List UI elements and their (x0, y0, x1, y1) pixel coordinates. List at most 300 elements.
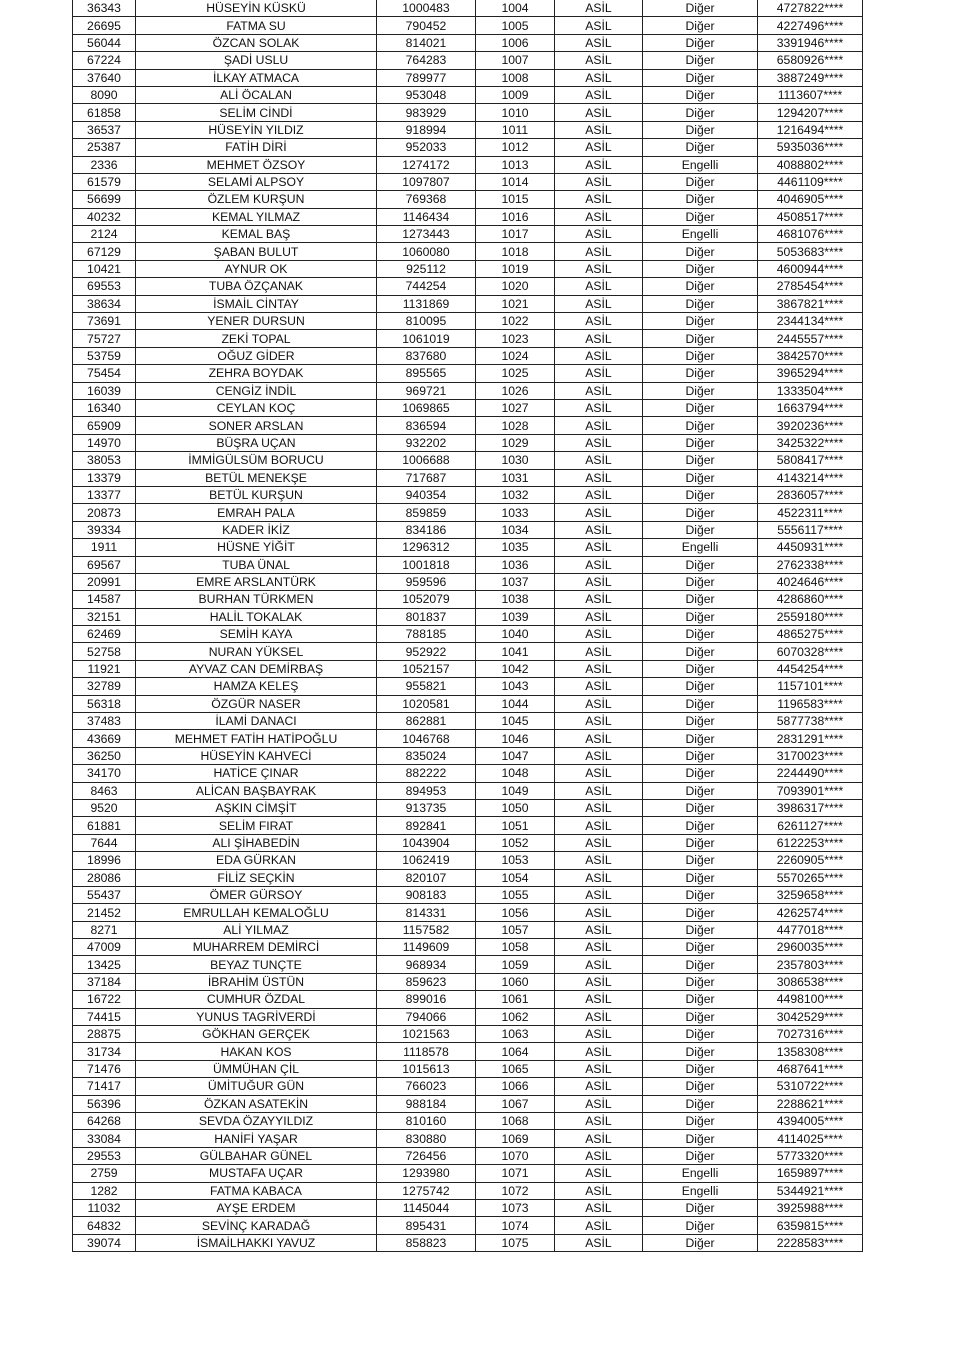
masked-id-cell: 5935036**** (758, 139, 863, 156)
quota-type-cell: Diğer (643, 921, 758, 938)
application-no-cell: 38053 (73, 452, 136, 469)
rank-cell: 1046 (476, 730, 555, 747)
rank-cell: 1004 (476, 0, 555, 17)
score-cell: 834186 (377, 521, 476, 538)
status-cell: ASİL (555, 1182, 643, 1199)
application-no-cell: 2336 (73, 156, 136, 173)
score-cell: 1015613 (377, 1060, 476, 1077)
rank-cell: 1033 (476, 504, 555, 521)
results-table (72, 0, 863, 1252)
quota-type-cell: Diğer (643, 1147, 758, 1164)
masked-id-cell: 3391946**** (758, 34, 863, 51)
status-cell: ASİL (555, 1130, 643, 1147)
quota-type-cell: Diğer (643, 295, 758, 312)
status-cell: ASİL (555, 52, 643, 69)
score-cell: 766023 (377, 1078, 476, 1095)
table-row (73, 156, 863, 173)
masked-id-cell: 1196583**** (758, 695, 863, 712)
masked-id-cell: 3425322**** (758, 434, 863, 451)
table-row (73, 939, 863, 956)
masked-id-cell: 4088802**** (758, 156, 863, 173)
rank-cell: 1071 (476, 1165, 555, 1182)
quota-type-cell: Diğer (643, 313, 758, 330)
status-cell: ASİL (555, 643, 643, 660)
quota-type-cell: Diğer (643, 1217, 758, 1234)
rank-cell: 1008 (476, 69, 555, 86)
status-cell: ASİL (555, 139, 643, 156)
quota-type-cell: Diğer (643, 69, 758, 86)
rank-cell: 1032 (476, 486, 555, 503)
status-cell: ASİL (555, 1078, 643, 1095)
score-cell: 837680 (377, 347, 476, 364)
full-name-cell: HALİL TOKALAK (136, 608, 377, 625)
rank-cell: 1048 (476, 765, 555, 782)
table-row (73, 0, 863, 17)
status-cell: ASİL (555, 452, 643, 469)
score-cell: 835024 (377, 747, 476, 764)
full-name-cell: AŞKIN CİMŞİT (136, 799, 377, 816)
application-no-cell: 69567 (73, 556, 136, 573)
score-cell: 1001818 (377, 556, 476, 573)
status-cell: ASİL (555, 799, 643, 816)
quota-type-cell: Diğer (643, 1060, 758, 1077)
application-no-cell: 11921 (73, 660, 136, 677)
table-row (73, 956, 863, 973)
score-cell: 969721 (377, 382, 476, 399)
quota-type-cell: Engelli (643, 226, 758, 243)
application-no-cell: 16039 (73, 382, 136, 399)
table-row (73, 1147, 863, 1164)
status-cell: ASİL (555, 208, 643, 225)
masked-id-cell: 4681076**** (758, 226, 863, 243)
full-name-cell: CUMHUR ÖZDAL (136, 991, 377, 1008)
rank-cell: 1019 (476, 260, 555, 277)
quota-type-cell: Diğer (643, 747, 758, 764)
quota-type-cell: Diğer (643, 52, 758, 69)
full-name-cell: ÖZLEM KURŞUN (136, 191, 377, 208)
score-cell: 913735 (377, 799, 476, 816)
score-cell: 1061019 (377, 330, 476, 347)
table-row (73, 921, 863, 938)
full-name-cell: SELAMİ ALPSOY (136, 173, 377, 190)
rank-cell: 1043 (476, 678, 555, 695)
status-cell: ASİL (555, 243, 643, 260)
status-cell: ASİL (555, 730, 643, 747)
table-row (73, 991, 863, 1008)
table-row (73, 330, 863, 347)
quota-type-cell: Diğer (643, 260, 758, 277)
full-name-cell: EMRAH PALA (136, 504, 377, 521)
table-row (73, 834, 863, 851)
masked-id-cell: 2344134**** (758, 313, 863, 330)
application-no-cell: 16722 (73, 991, 136, 1008)
status-cell: ASİL (555, 782, 643, 799)
table-row (73, 782, 863, 799)
rank-cell: 1009 (476, 86, 555, 103)
quota-type-cell: Diğer (643, 173, 758, 190)
table-row (73, 539, 863, 556)
status-cell: ASİL (555, 104, 643, 121)
table-row (73, 678, 863, 695)
table-row (73, 139, 863, 156)
status-cell: ASİL (555, 69, 643, 86)
table-row (73, 86, 863, 103)
table-row (73, 69, 863, 86)
table-row (73, 904, 863, 921)
status-cell: ASİL (555, 1060, 643, 1077)
score-cell: 988184 (377, 1095, 476, 1112)
masked-id-cell: 4477018**** (758, 921, 863, 938)
table-row (73, 347, 863, 364)
score-cell: 968934 (377, 956, 476, 973)
score-cell: 858823 (377, 1234, 476, 1251)
masked-id-cell: 6122253**** (758, 834, 863, 851)
table-row (73, 191, 863, 208)
masked-id-cell: 4046905**** (758, 191, 863, 208)
score-cell: 1043904 (377, 834, 476, 851)
rank-cell: 1030 (476, 452, 555, 469)
table-row (73, 365, 863, 382)
quota-type-cell: Diğer (643, 1026, 758, 1043)
rank-cell: 1037 (476, 573, 555, 590)
quota-type-cell: Diğer (643, 1130, 758, 1147)
full-name-cell: FATMA KABACA (136, 1182, 377, 1199)
table-row (73, 295, 863, 312)
application-no-cell: 75454 (73, 365, 136, 382)
score-cell: 1157582 (377, 921, 476, 938)
application-no-cell: 61881 (73, 817, 136, 834)
score-cell: 1052079 (377, 591, 476, 608)
status-cell: ASİL (555, 817, 643, 834)
quota-type-cell: Diğer (643, 799, 758, 816)
quota-type-cell: Diğer (643, 608, 758, 625)
quota-type-cell: Diğer (643, 139, 758, 156)
masked-id-cell: 5053683**** (758, 243, 863, 260)
rank-cell: 1035 (476, 539, 555, 556)
quota-type-cell: Diğer (643, 121, 758, 138)
quota-type-cell: Diğer (643, 626, 758, 643)
masked-id-cell: 2836057**** (758, 486, 863, 503)
score-cell: 717687 (377, 469, 476, 486)
score-cell: 830880 (377, 1130, 476, 1147)
score-cell: 744254 (377, 278, 476, 295)
full-name-cell: HATİCE ÇINAR (136, 765, 377, 782)
score-cell: 820107 (377, 869, 476, 886)
quota-type-cell: Diğer (643, 973, 758, 990)
table-row (73, 626, 863, 643)
score-cell: 895431 (377, 1217, 476, 1234)
full-name-cell: CEYLAN KOÇ (136, 399, 377, 416)
full-name-cell: NURAN YÜKSEL (136, 643, 377, 660)
score-cell: 1274172 (377, 156, 476, 173)
full-name-cell: FİLİZ SEÇKİN (136, 869, 377, 886)
full-name-cell: HÜSEYİN KÜSKÜ (136, 0, 377, 17)
full-name-cell: İSMAİL CİNTAY (136, 295, 377, 312)
rank-cell: 1067 (476, 1095, 555, 1112)
application-no-cell: 36343 (73, 0, 136, 17)
quota-type-cell: Diğer (643, 1113, 758, 1130)
quota-type-cell: Diğer (643, 486, 758, 503)
application-no-cell: 73691 (73, 313, 136, 330)
full-name-cell: SELİM CİNDİ (136, 104, 377, 121)
rank-cell: 1053 (476, 852, 555, 869)
masked-id-cell: 6070328**** (758, 643, 863, 660)
masked-id-cell: 7027316**** (758, 1026, 863, 1043)
table-row (73, 173, 863, 190)
table-row (73, 313, 863, 330)
masked-id-cell: 3986317**** (758, 799, 863, 816)
full-name-cell: AYŞE ERDEM (136, 1199, 377, 1216)
table-row (73, 1095, 863, 1112)
full-name-cell: BURHAN TÜRKMEN (136, 591, 377, 608)
rank-cell: 1027 (476, 399, 555, 416)
full-name-cell: HÜSNE YİĞİT (136, 539, 377, 556)
table-row (73, 521, 863, 538)
rank-cell: 1012 (476, 139, 555, 156)
score-cell: 1020581 (377, 695, 476, 712)
status-cell: ASİL (555, 852, 643, 869)
table-row (73, 660, 863, 677)
application-no-cell: 65909 (73, 417, 136, 434)
rank-cell: 1005 (476, 17, 555, 34)
application-no-cell: 39334 (73, 521, 136, 538)
quota-type-cell: Diğer (643, 1095, 758, 1112)
status-cell: ASİL (555, 1026, 643, 1043)
application-no-cell: 34170 (73, 765, 136, 782)
application-no-cell: 1282 (73, 1182, 136, 1199)
quota-type-cell: Diğer (643, 347, 758, 364)
status-cell: ASİL (555, 1008, 643, 1025)
masked-id-cell: 1663794**** (758, 399, 863, 416)
quota-type-cell: Diğer (643, 1008, 758, 1025)
status-cell: ASİL (555, 417, 643, 434)
quota-type-cell: Diğer (643, 956, 758, 973)
full-name-cell: ŞADİ USLU (136, 52, 377, 69)
full-name-cell: İSMAİLHAKKI YAVUZ (136, 1234, 377, 1251)
quota-type-cell: Diğer (643, 1078, 758, 1095)
table-row (73, 1130, 863, 1147)
status-cell: ASİL (555, 539, 643, 556)
full-name-cell: FATİH DİRİ (136, 139, 377, 156)
status-cell: ASİL (555, 365, 643, 382)
masked-id-cell: 2831291**** (758, 730, 863, 747)
table-row (73, 886, 863, 903)
status-cell: ASİL (555, 904, 643, 921)
masked-id-cell: 3925988**** (758, 1199, 863, 1216)
masked-id-cell: 1659897**** (758, 1165, 863, 1182)
table-row (73, 278, 863, 295)
quota-type-cell: Diğer (643, 399, 758, 416)
quota-type-cell: Diğer (643, 991, 758, 1008)
score-cell: 953048 (377, 86, 476, 103)
masked-id-cell: 4454254**** (758, 660, 863, 677)
table-row (73, 226, 863, 243)
full-name-cell: KEMAL YILMAZ (136, 208, 377, 225)
status-cell: ASİL (555, 660, 643, 677)
score-cell: 1097807 (377, 173, 476, 190)
rank-cell: 1055 (476, 886, 555, 903)
rank-cell: 1011 (476, 121, 555, 138)
full-name-cell: ÖZCAN SOLAK (136, 34, 377, 51)
rank-cell: 1042 (476, 660, 555, 677)
masked-id-cell: 6580926**** (758, 52, 863, 69)
quota-type-cell: Diğer (643, 782, 758, 799)
full-name-cell: ALİ YILMAZ (136, 921, 377, 938)
score-cell: 1275742 (377, 1182, 476, 1199)
masked-id-cell: 3867821**** (758, 295, 863, 312)
masked-id-cell: 5877738**** (758, 713, 863, 730)
status-cell: ASİL (555, 34, 643, 51)
score-cell: 1273443 (377, 226, 476, 243)
masked-id-cell: 1294207**** (758, 104, 863, 121)
quota-type-cell: Diğer (643, 834, 758, 851)
masked-id-cell: 2762338**** (758, 556, 863, 573)
table-row (73, 591, 863, 608)
masked-id-cell: 1358308**** (758, 1043, 863, 1060)
application-no-cell: 8463 (73, 782, 136, 799)
full-name-cell: ZEHRA BOYDAK (136, 365, 377, 382)
rank-cell: 1073 (476, 1199, 555, 1216)
status-cell: ASİL (555, 713, 643, 730)
rank-cell: 1006 (476, 34, 555, 51)
status-cell: ASİL (555, 1199, 643, 1216)
score-cell: 769368 (377, 191, 476, 208)
application-no-cell: 7644 (73, 834, 136, 851)
application-no-cell: 11032 (73, 1199, 136, 1216)
score-cell: 1149609 (377, 939, 476, 956)
application-no-cell: 69553 (73, 278, 136, 295)
table-row (73, 243, 863, 260)
full-name-cell: ALI ŞİHABEDİN (136, 834, 377, 851)
masked-id-cell: 7093901**** (758, 782, 863, 799)
quota-type-cell: Diğer (643, 1199, 758, 1216)
score-cell: 1006688 (377, 452, 476, 469)
application-no-cell: 9520 (73, 799, 136, 816)
status-cell: ASİL (555, 1165, 643, 1182)
masked-id-cell: 3170023**** (758, 747, 863, 764)
quota-type-cell: Diğer (643, 852, 758, 869)
full-name-cell: ÖMER GÜRSOY (136, 886, 377, 903)
full-name-cell: ALİCAN BAŞBAYRAK (136, 782, 377, 799)
masked-id-cell: 2785454**** (758, 278, 863, 295)
table-row (73, 1234, 863, 1251)
status-cell: ASİL (555, 626, 643, 643)
table-row (73, 1026, 863, 1043)
table-row (73, 486, 863, 503)
status-cell: ASİL (555, 834, 643, 851)
quota-type-cell: Diğer (643, 469, 758, 486)
masked-id-cell: 5344921**** (758, 1182, 863, 1199)
table-row (73, 1182, 863, 1199)
application-no-cell: 13425 (73, 956, 136, 973)
application-no-cell: 62469 (73, 626, 136, 643)
score-cell: 895565 (377, 365, 476, 382)
full-name-cell: ÜMİTUĞUR GÜN (136, 1078, 377, 1095)
masked-id-cell: 5773320**** (758, 1147, 863, 1164)
masked-id-cell: 3042529**** (758, 1008, 863, 1025)
masked-id-cell: 4394005**** (758, 1113, 863, 1130)
quota-type-cell: Diğer (643, 452, 758, 469)
quota-type-cell: Engelli (643, 156, 758, 173)
score-cell: 1118578 (377, 1043, 476, 1060)
rank-cell: 1014 (476, 173, 555, 190)
application-no-cell: 31734 (73, 1043, 136, 1060)
score-cell: 810160 (377, 1113, 476, 1130)
quota-type-cell: Diğer (643, 382, 758, 399)
table-row (73, 52, 863, 69)
table-row (73, 417, 863, 434)
masked-id-cell: 4498100**** (758, 991, 863, 1008)
application-no-cell: 43669 (73, 730, 136, 747)
masked-id-cell: 3887249**** (758, 69, 863, 86)
rank-cell: 1024 (476, 347, 555, 364)
table-row (73, 504, 863, 521)
rank-cell: 1050 (476, 799, 555, 816)
masked-id-cell: 3259658**** (758, 886, 863, 903)
rank-cell: 1074 (476, 1217, 555, 1234)
status-cell: ASİL (555, 295, 643, 312)
quota-type-cell: Diğer (643, 17, 758, 34)
table-row (73, 399, 863, 416)
table-row (73, 973, 863, 990)
table-row (73, 208, 863, 225)
application-no-cell: 52758 (73, 643, 136, 660)
quota-type-cell: Diğer (643, 365, 758, 382)
full-name-cell: HAMZA KELEŞ (136, 678, 377, 695)
table-row (73, 817, 863, 834)
score-cell: 862881 (377, 713, 476, 730)
quota-type-cell: Engelli (643, 1165, 758, 1182)
rank-cell: 1023 (476, 330, 555, 347)
full-name-cell: ZEKİ TOPAL (136, 330, 377, 347)
application-no-cell: 16340 (73, 399, 136, 416)
rank-cell: 1045 (476, 713, 555, 730)
rank-cell: 1056 (476, 904, 555, 921)
rank-cell: 1059 (476, 956, 555, 973)
score-cell: 932202 (377, 434, 476, 451)
rank-cell: 1010 (476, 104, 555, 121)
masked-id-cell: 4687641**** (758, 1060, 863, 1077)
masked-id-cell: 3842570**** (758, 347, 863, 364)
score-cell: 764283 (377, 52, 476, 69)
quota-type-cell: Diğer (643, 573, 758, 590)
full-name-cell: İLKAY ATMACA (136, 69, 377, 86)
application-no-cell: 32789 (73, 678, 136, 695)
score-cell: 789977 (377, 69, 476, 86)
score-cell: 955821 (377, 678, 476, 695)
quota-type-cell: Diğer (643, 86, 758, 103)
quota-type-cell: Diğer (643, 556, 758, 573)
score-cell: 1146434 (377, 208, 476, 225)
masked-id-cell: 2559180**** (758, 608, 863, 625)
rank-cell: 1069 (476, 1130, 555, 1147)
table-row (73, 1113, 863, 1130)
masked-id-cell: 4450931**** (758, 539, 863, 556)
application-no-cell: 55437 (73, 886, 136, 903)
score-cell: 794066 (377, 1008, 476, 1025)
full-name-cell: SEVDA ÖZAYYILDIZ (136, 1113, 377, 1130)
application-no-cell: 61579 (73, 173, 136, 190)
application-no-cell: 67129 (73, 243, 136, 260)
application-no-cell: 74415 (73, 1008, 136, 1025)
application-no-cell: 1911 (73, 539, 136, 556)
score-cell: 1293980 (377, 1165, 476, 1182)
masked-id-cell: 2357803**** (758, 956, 863, 973)
rank-cell: 1049 (476, 782, 555, 799)
full-name-cell: YUNUS TAGRİVERDİ (136, 1008, 377, 1025)
status-cell: ASİL (555, 191, 643, 208)
status-cell: ASİL (555, 1147, 643, 1164)
